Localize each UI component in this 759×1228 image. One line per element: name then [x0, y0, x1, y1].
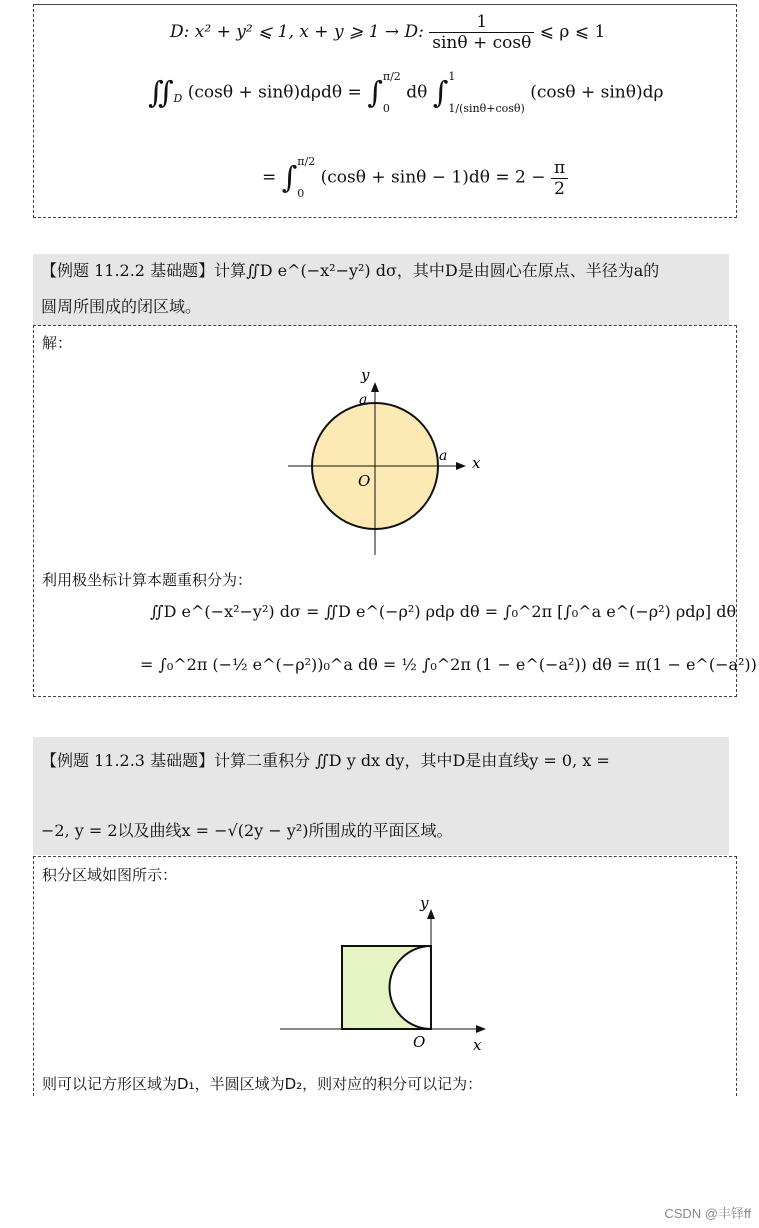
polar-intro-text: 利用极坐标计算本题重积分为：: [42, 571, 253, 589]
radius-label-top: a: [359, 392, 368, 408]
x-axis-arrow-icon: [456, 462, 466, 470]
radius-label-right: a: [439, 448, 448, 464]
example-3-statement-line1: 【例题 11.2.3 基础题】计算二重积分 ∬D y dx dy，其中D是由直线y = 0, x =: [41, 751, 610, 770]
y-axis-label: y: [361, 366, 370, 384]
example-header-3: [33, 737, 729, 855]
example-2-statement-line2: 圆周所围成的闭区域。: [41, 297, 202, 316]
x-axis-label-2: x: [473, 1036, 482, 1054]
solution-box-3: [33, 856, 737, 1096]
footer-watermark: CSDN @丰铎ff: [664, 1206, 751, 1221]
y-axis-label-2: y: [420, 894, 429, 912]
equation-integral-1: $∬_D$ (cosθ + sinθ)dρdθ = ∫ π/2 0 dθ ∫ 1 1/(sinθ+cosθ) (cosθ + sinθ)dρ: [148, 70, 664, 115]
equation-integral-2: = ∫ π/2 0 (cosθ + sinθ − 1)dθ = 2 − $\frac{\pi}{2}$: [262, 155, 568, 201]
y-axis-arrow-icon: [371, 382, 379, 392]
example-2-statement-line1: 【例题 11.2.2 基础题】计算∬D e^(−x²−y²) dσ，其中D是由圆心在原点、半径为a的: [41, 261, 660, 280]
solution-label: 解：: [42, 334, 73, 352]
equation-domain: D: x² + y² ⩽ 1, x + y ⩾ 1 → D: $\frac{1}{\sin\theta + \cos\theta}$ ⩽ ρ ⩽ 1: [170, 12, 606, 53]
region-intro-text: 积分区域如图所示：: [42, 866, 178, 884]
x-axis-label: x: [472, 454, 481, 472]
example-3-statement-line2: −2, y = 2以及曲线x = −√(2y − y²)所围成的平面区域。: [41, 821, 453, 840]
origin-label: O: [358, 472, 371, 490]
equation-polar-1: ∬D e^(−x²−y²) dσ = ∬D e^(−ρ²) ρdρ dθ = ∫₀^2π [∫₀^a e^(−ρ²) ρdρ] dθ: [150, 602, 737, 621]
origin-label-2: O: [413, 1033, 426, 1051]
split-region-text: 则可以记方形区域为D₁，半圆区域为D₂，则对应的积分可以记为：: [42, 1075, 483, 1093]
equation-polar-2: = ∫₀^2π (−½ e^(−ρ²))₀^a dθ = ½ ∫₀^2π (1 − e^(−a²)) dθ = π(1 − e^(−a²)): [140, 655, 757, 674]
